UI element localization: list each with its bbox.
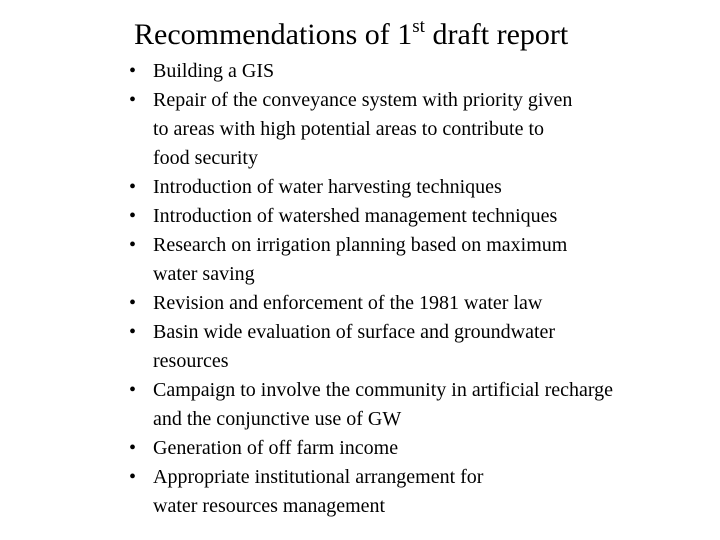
slide-title-prefix: Recommendations of 1 bbox=[134, 18, 413, 51]
recommendation-text-line: water resources management bbox=[153, 495, 386, 517]
recommendation-item bbox=[126, 289, 716, 318]
recommendation-item bbox=[126, 86, 716, 173]
bullet-marker: • bbox=[129, 379, 137, 401]
recommendation-text-line: Generation of off farm income bbox=[153, 437, 399, 459]
recommendation-item bbox=[126, 434, 716, 463]
recommendation-text bbox=[153, 463, 716, 521]
recommendation-text-line: to areas with high potential areas to contribute to bbox=[153, 118, 544, 140]
recommendation-text-line: resources bbox=[153, 350, 229, 372]
recommendation-text bbox=[153, 173, 716, 202]
recommendation-text-line: Building a GIS bbox=[153, 60, 275, 82]
recommendation-text-line: and the conjunctive use of GW bbox=[153, 408, 402, 430]
recommendation-text-line: Research on irrigation planning based on maximum bbox=[153, 234, 568, 256]
recommendation-text bbox=[153, 57, 716, 86]
recommendation-text bbox=[153, 202, 716, 231]
recommendation-item bbox=[126, 202, 716, 231]
bullet-marker: • bbox=[129, 234, 137, 256]
recommendation-item bbox=[126, 57, 716, 86]
bullet-marker: • bbox=[129, 205, 137, 227]
recommendation-item bbox=[126, 173, 716, 202]
bullet-marker: • bbox=[129, 437, 137, 459]
recommendation-item bbox=[126, 463, 716, 521]
recommendation-text bbox=[153, 86, 716, 173]
slide-title-ordinal-suffix: st bbox=[412, 16, 425, 37]
slide-title bbox=[134, 15, 568, 59]
recommendation-text-line: food security bbox=[153, 147, 258, 169]
bullet-marker: • bbox=[129, 60, 137, 82]
recommendation-item bbox=[126, 318, 716, 376]
bullet-marker: • bbox=[129, 321, 137, 343]
recommendation-text bbox=[153, 231, 716, 289]
bullet-marker: • bbox=[129, 292, 137, 314]
recommendation-item bbox=[126, 231, 716, 289]
recommendation-text-line: Revision and enforcement of the 1981 water law bbox=[153, 292, 543, 314]
recommendation-text-line: Campaign to involve the community in artificial recharge bbox=[153, 379, 614, 401]
recommendation-text-line: Basin wide evaluation of surface and groundwater bbox=[153, 321, 556, 343]
recommendation-text-line: Appropriate institutional arrangement for bbox=[153, 466, 484, 488]
recommendation-text-line: Introduction of water harvesting techniques bbox=[153, 176, 502, 198]
recommendation-text-line: Introduction of watershed management techniques bbox=[153, 205, 558, 227]
recommendation-text-line: Repair of the conveyance system with priority given bbox=[153, 89, 573, 111]
slide-title-suffix: draft report bbox=[424, 18, 569, 51]
bullet-marker: • bbox=[129, 466, 137, 488]
recommendation-text bbox=[153, 434, 716, 463]
recommendation-text-line: water saving bbox=[153, 263, 255, 285]
bullet-marker: • bbox=[129, 89, 137, 111]
recommendation-text bbox=[153, 289, 716, 318]
recommendation-list bbox=[126, 57, 716, 521]
bullet-marker: • bbox=[129, 176, 137, 198]
recommendation-text bbox=[153, 318, 716, 376]
recommendation-item bbox=[126, 376, 716, 434]
recommendation-text bbox=[153, 376, 716, 434]
